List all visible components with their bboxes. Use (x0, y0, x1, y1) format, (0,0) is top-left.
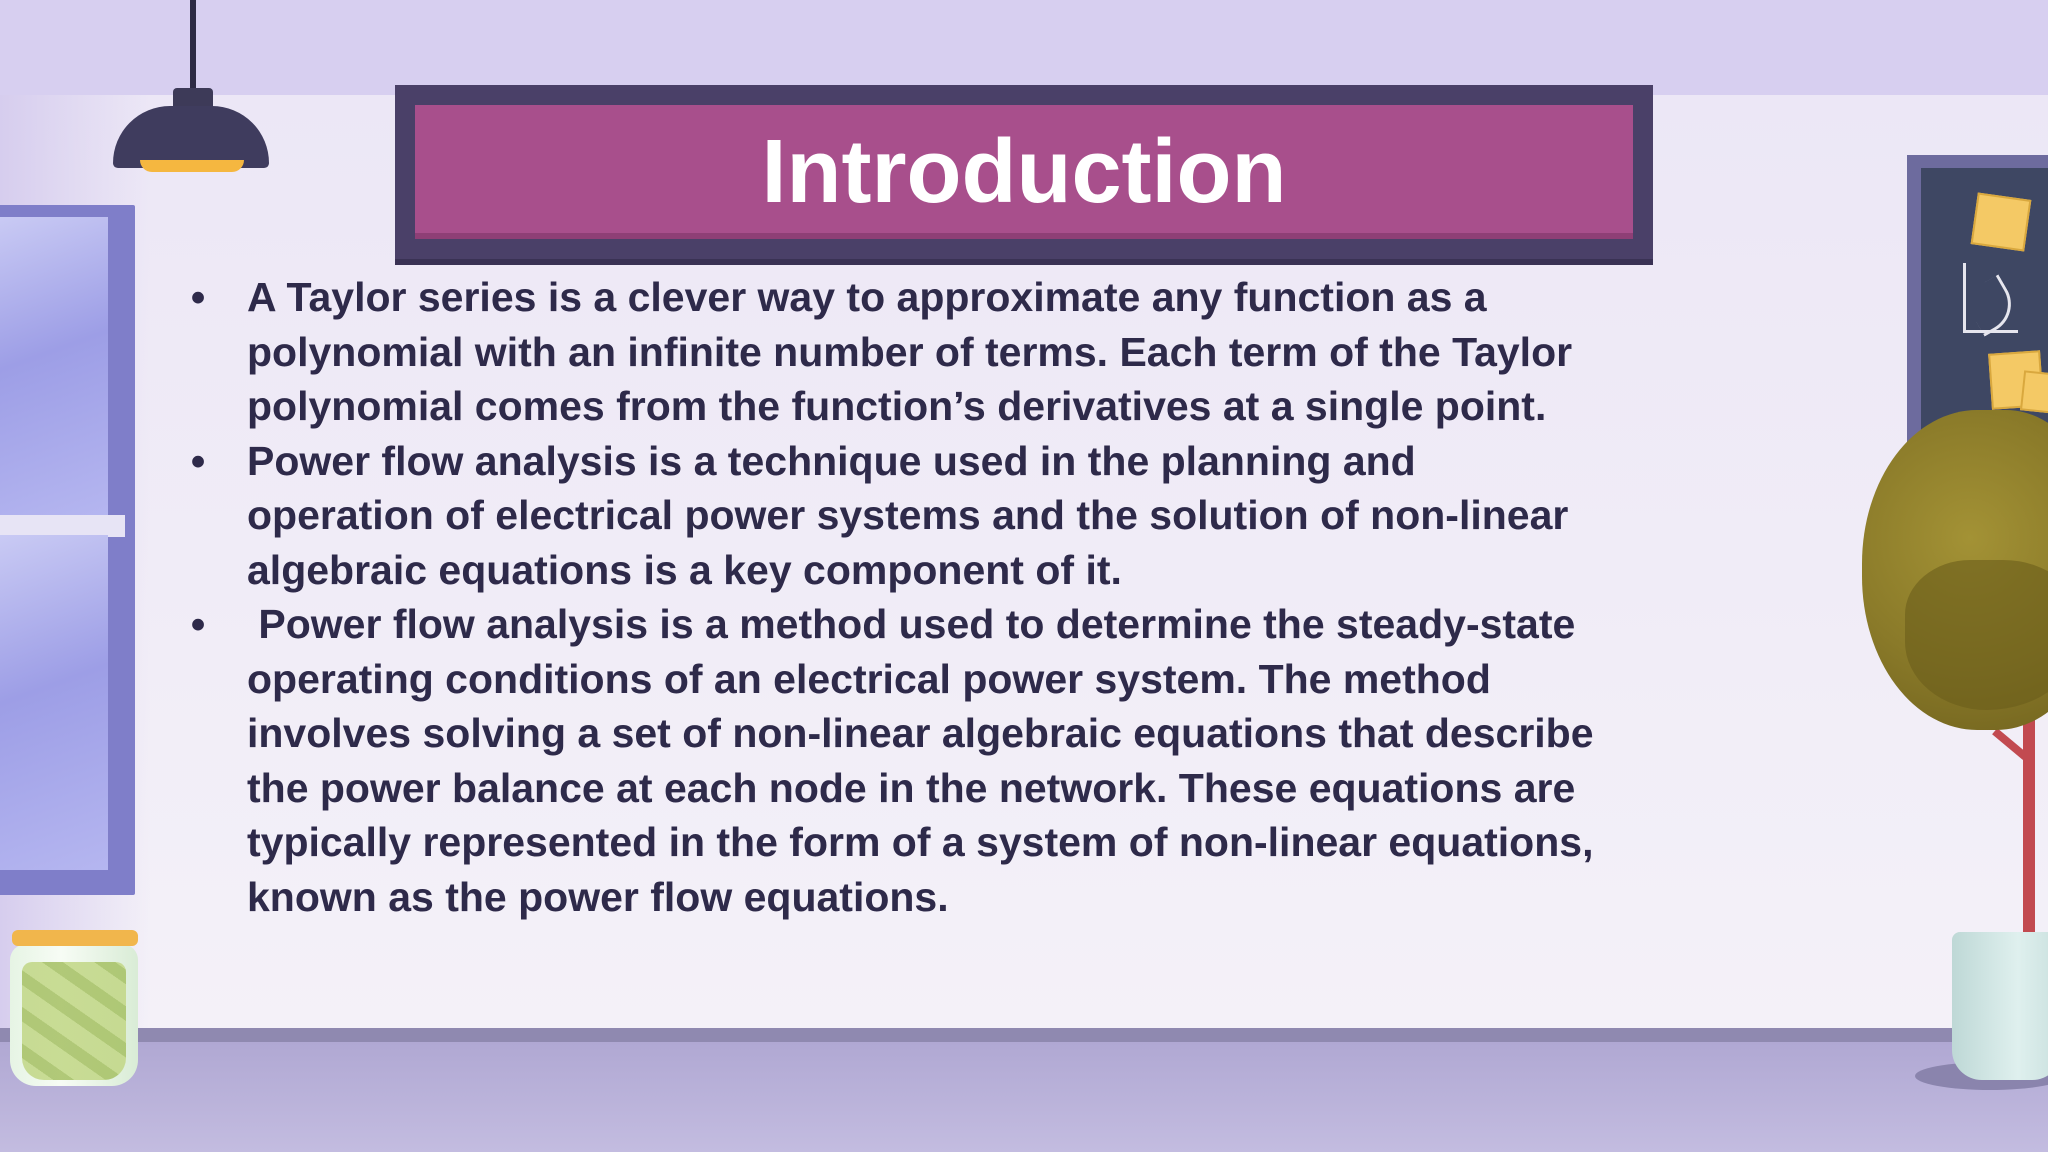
window-divider (0, 515, 125, 537)
bullet-line: polynomial with an infinite number of terms. Each term of the Taylor (247, 328, 1573, 375)
bullet-marker: • (190, 274, 206, 320)
sticky-note-icon (1971, 192, 2032, 251)
jar-contents (22, 962, 126, 1080)
lamp-cord (190, 0, 196, 92)
bullet-line: known as the power flow equations. (247, 873, 949, 920)
bullet-line: polynomial comes from the function’s derivatives at a single point. (247, 383, 1547, 429)
bullet-item (175, 434, 1755, 598)
bullet-marker: • (190, 437, 206, 484)
baseboard (0, 1028, 2048, 1042)
bullet-line: A Taylor series is a clever way to approximate any function as a (247, 274, 1487, 320)
bullet-line: typically represented in the form of a system of non-linear equations, (247, 819, 1594, 865)
jar-lid (12, 930, 138, 946)
bullet-item (175, 597, 1755, 924)
bullet-line: Power flow analysis is a technique used in the planning and (247, 437, 1416, 484)
window-pane-top (0, 217, 108, 517)
tree-trunk (2023, 700, 2035, 940)
bullet-list (175, 270, 1755, 924)
lamp-light (140, 160, 244, 172)
bullet-line: Power flow analysis is a method used to determine the steady-state (247, 601, 1576, 647)
bullet-line: involves solving a set of non-linear algebraic equations that describe (247, 710, 1594, 756)
sticky-note-icon (2020, 370, 2048, 413)
bullet-line: operating conditions of an electrical power system. The method (247, 655, 1491, 702)
window-pane-bottom (0, 535, 108, 870)
bullet-item (175, 270, 1755, 434)
title-banner (395, 85, 1653, 259)
bullet-line: algebraic equations is a key component of it. (247, 546, 1122, 593)
bullet-line: operation of electrical power systems and the solution of non-linear (247, 492, 1569, 538)
slide-title: Introduction (761, 122, 1287, 222)
window-icon (0, 205, 135, 895)
bullet-line: the power balance at each node in the network. These equations are (247, 764, 1576, 811)
title-banner-inner (415, 105, 1633, 239)
tree-foliage-shade (1905, 560, 2048, 710)
floor (0, 1042, 2048, 1152)
plant-pot-icon (1952, 932, 2048, 1080)
bullet-marker: • (190, 601, 206, 647)
